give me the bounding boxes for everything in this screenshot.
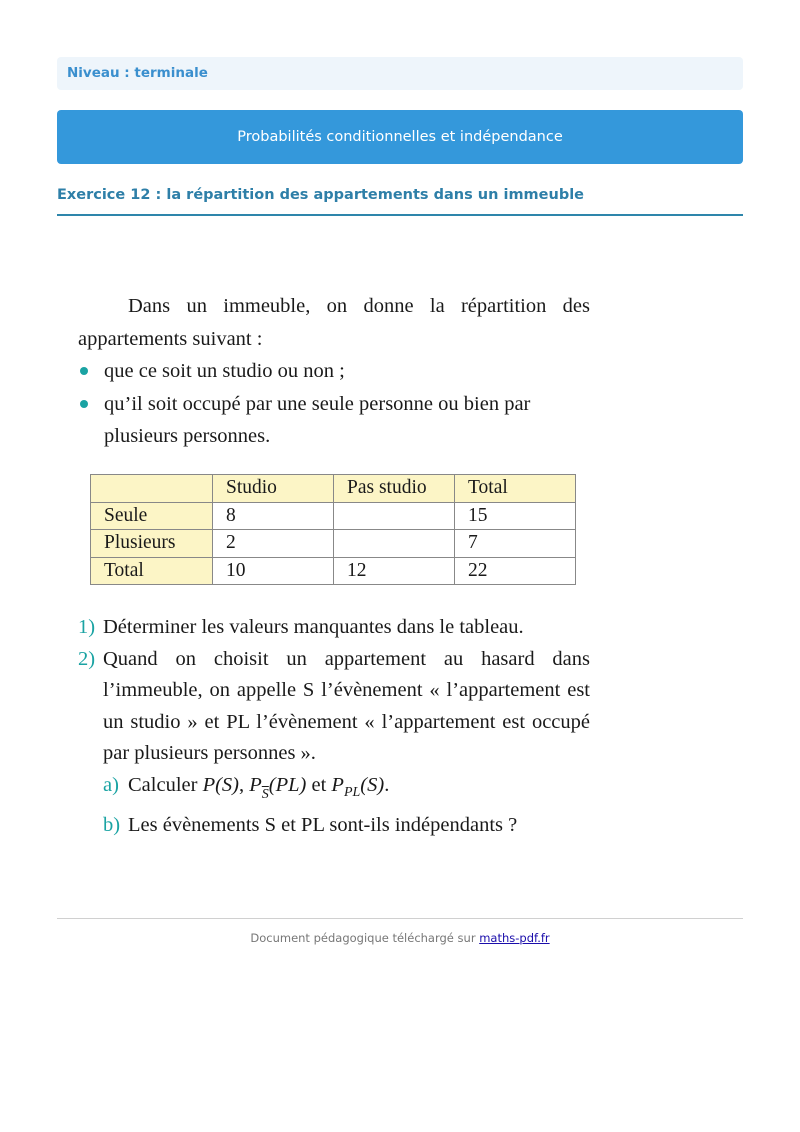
question-2a bbox=[78, 770, 590, 811]
question-text: Quand on choisit un appartement au hasard dans l’immeuble, on appelle S l’évènement « l’appartement est un studio » et PL l’évènement « l’appartement est occupé par plusieurs personnes ». bbox=[103, 647, 590, 764]
exercise-statement bbox=[78, 290, 590, 453]
math-expression: (S) bbox=[360, 773, 385, 796]
subquestion-letter: b) bbox=[103, 814, 121, 836]
level-label: Niveau : terminale bbox=[57, 57, 743, 90]
bullet-icon bbox=[80, 367, 88, 375]
row-header-cell: Total bbox=[91, 557, 213, 585]
criteria-list bbox=[78, 355, 590, 453]
table-cell bbox=[334, 530, 455, 558]
table-header-cell: Pas studio bbox=[334, 475, 455, 503]
page-title: Probabilités conditionnelles et indépendance bbox=[57, 110, 743, 164]
subquestion-letter: a) bbox=[103, 773, 119, 796]
list-item bbox=[78, 388, 590, 453]
exercise-title: Exercice 12 : la répartition des appartements dans un immeuble bbox=[57, 186, 743, 216]
table-header-cell: Total bbox=[455, 475, 576, 503]
table-row bbox=[91, 530, 576, 558]
separator-text: . bbox=[384, 773, 390, 796]
distribution-table bbox=[90, 474, 576, 585]
table-row bbox=[91, 502, 576, 530]
table-cell: 12 bbox=[334, 557, 455, 585]
footer-divider bbox=[57, 918, 743, 919]
table-cell: 15 bbox=[455, 502, 576, 530]
list-item-text: que ce soit un studio ou non ; bbox=[104, 360, 345, 382]
list-item bbox=[78, 355, 590, 388]
math-expression: P bbox=[249, 773, 262, 796]
table-cell: 8 bbox=[213, 502, 334, 530]
footer-link[interactable]: maths-pdf.fr bbox=[479, 931, 550, 945]
question-number: 2) bbox=[78, 647, 96, 670]
separator-text: , bbox=[239, 773, 250, 796]
question-number: 1) bbox=[78, 616, 96, 638]
table-header-cell: Studio bbox=[213, 475, 334, 503]
table-cell: 2 bbox=[213, 530, 334, 558]
questions bbox=[78, 612, 590, 842]
table-cell: 7 bbox=[455, 530, 576, 558]
math-expression: (PL) bbox=[268, 773, 307, 796]
math-subscript: S bbox=[261, 786, 269, 802]
table-header-row bbox=[91, 475, 576, 503]
table-cell: 10 bbox=[213, 557, 334, 585]
question-2 bbox=[78, 644, 590, 770]
row-header-cell: Plusieurs bbox=[91, 530, 213, 558]
footer-text: Document pédagogique téléchargé sur bbox=[250, 931, 480, 945]
table-cell: 22 bbox=[455, 557, 576, 585]
footer bbox=[0, 931, 800, 945]
table-row bbox=[91, 557, 576, 585]
bullet-icon bbox=[80, 400, 88, 408]
math-subscript: PL bbox=[343, 784, 361, 800]
separator-text: et bbox=[306, 773, 332, 796]
list-item-text: qu’il soit occupé par une seule personne ou bien par plusieurs personnes. bbox=[104, 392, 531, 447]
intro-text: Dans un immeuble, on donne la répartition des appartements suivant : bbox=[78, 295, 590, 350]
math-expression: P(S) bbox=[202, 773, 240, 796]
table-cell bbox=[334, 502, 455, 530]
subquestion-text: Calculer bbox=[128, 773, 203, 796]
table-cell bbox=[91, 475, 213, 503]
question-1 bbox=[78, 612, 590, 644]
subquestion-text: Les évènements S et PL sont-ils indépendants ? bbox=[128, 814, 518, 836]
question-2b bbox=[78, 810, 590, 842]
question-text: Déterminer les valeurs manquantes dans le tableau. bbox=[103, 616, 524, 638]
math-expression: P bbox=[331, 773, 344, 796]
row-header-cell: Seule bbox=[91, 502, 213, 530]
